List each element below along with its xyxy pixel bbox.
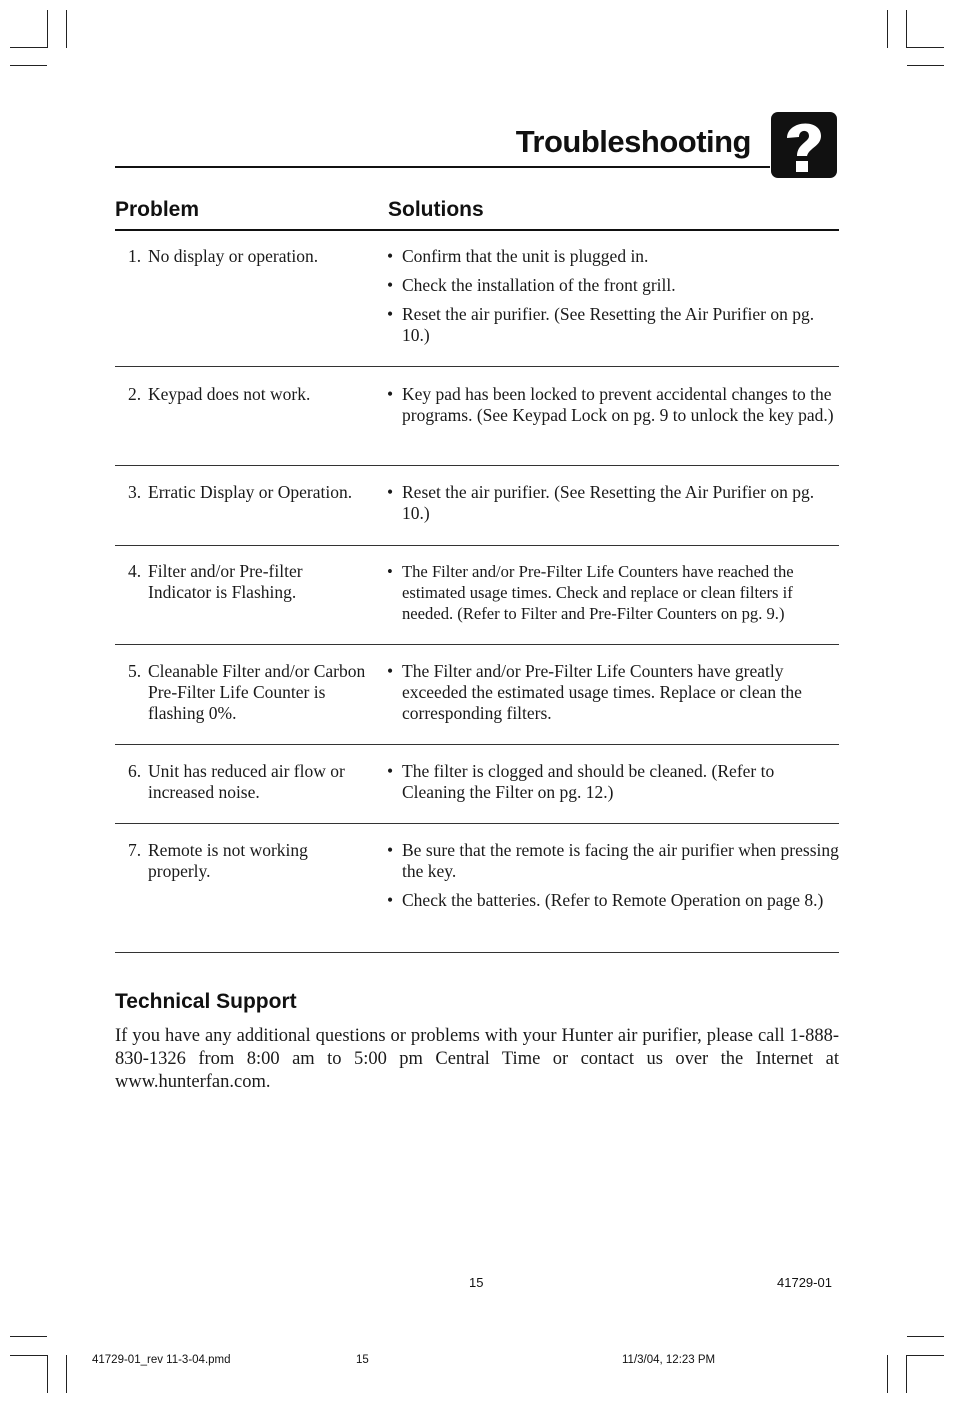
- problem-cell: [128, 384, 368, 405]
- technical-support-heading: Technical Support: [115, 990, 297, 1013]
- solution-item: [387, 890, 839, 911]
- table-row: [115, 546, 839, 645]
- solution-item: [387, 661, 839, 724]
- problem-cell: [128, 840, 368, 882]
- solutions-cell: [387, 761, 839, 811]
- row-divider: [115, 952, 839, 953]
- problem-text: Filter and/or Pre-filter Indicator is Flashing.: [148, 561, 303, 602]
- problem-cell: [128, 482, 368, 503]
- crop-mark: [47, 10, 48, 48]
- problem-number: 4.: [128, 561, 142, 581]
- solutions-cell: [387, 661, 839, 732]
- solution-text: Check the batteries. (Refer to Remote Operation on page 8.): [402, 890, 824, 910]
- crop-mark: [907, 1355, 944, 1356]
- problem-text: Unit has reduced air flow or increased noise.: [148, 761, 345, 802]
- slug-datetime: 11/3/04, 12:23 PM: [622, 1354, 716, 1366]
- problem-text: Cleanable Filter and/or Carbon Pre-Filter Life Counter is flashing 0%.: [148, 661, 366, 723]
- problem-cell: [128, 561, 368, 603]
- bullet: •: [387, 482, 394, 502]
- table-row: [115, 367, 839, 466]
- solution-text: The Filter and/or Pre-Filter Life Counters have greatly exceeded the estimated usage times. Replace or clean the corresponding filters.: [402, 661, 802, 723]
- bullet: •: [387, 275, 394, 295]
- problem-cell: [128, 246, 368, 267]
- problem-cell: [128, 761, 368, 803]
- solution-text: Be sure that the remote is facing the air purifier when pressing the key.: [402, 840, 839, 881]
- slug-page: 15: [356, 1354, 369, 1366]
- solutions-cell: [387, 246, 839, 354]
- bullet: •: [387, 761, 394, 781]
- question-mark-icon: [769, 110, 839, 180]
- problem-column-header: Problem: [115, 198, 200, 221]
- page-title: Troubleshooting: [515, 124, 751, 159]
- page-header: [115, 110, 839, 182]
- solution-item: [387, 304, 839, 346]
- crop-mark: [47, 1355, 48, 1393]
- bullet: •: [387, 384, 394, 404]
- title-rule: [115, 166, 770, 168]
- table-row: [115, 231, 839, 367]
- document-number: 41729-01: [777, 1275, 832, 1290]
- bullet: •: [387, 562, 393, 581]
- solution-item: [387, 561, 839, 624]
- table-row: [115, 645, 839, 745]
- solution-text: Reset the air purifier. (See Resetting the Air Purifier on pg. 10.): [402, 304, 815, 345]
- crop-mark: [907, 65, 944, 66]
- table-row: [115, 466, 839, 546]
- bullet: •: [387, 661, 394, 681]
- solutions-cell: [387, 384, 839, 434]
- solution-item: [387, 840, 839, 882]
- solution-text: The filter is clogged and should be cleaned. (Refer to Cleaning the Filter on pg. 12.): [402, 761, 775, 802]
- solutions-cell: [387, 482, 839, 532]
- technical-support-text: If you have any additional questions or problems with your Hunter air purifier, please call 1-888-830-1326 from 8:00 am to 5:00 pm Central Time or contact us over the Internet at www.hunterfan.com.: [115, 1026, 839, 1092]
- bullet: •: [387, 890, 394, 910]
- problem-number: 6.: [128, 761, 142, 781]
- page-number: 15: [469, 1275, 484, 1290]
- problem-number: 7.: [128, 840, 142, 860]
- crop-mark: [10, 1336, 47, 1337]
- crop-mark: [887, 1355, 888, 1393]
- problem-text: No display or operation.: [148, 246, 319, 266]
- crop-mark: [10, 1355, 47, 1356]
- problem-text: Erratic Display or Operation.: [148, 482, 353, 502]
- solution-text: Reset the air purifier. (See Resetting the Air Purifier on pg. 10.): [402, 482, 815, 523]
- solution-text: Check the installation of the front grill.: [402, 275, 676, 295]
- solution-item: [387, 761, 839, 803]
- problem-number: 5.: [128, 661, 142, 681]
- problem-number: 1.: [128, 246, 142, 266]
- solution-text: Key pad has been locked to prevent accidental changes to the programs. (See Keypad Lock on pg. 9 to unlock the key pad.): [402, 384, 834, 425]
- bullet: •: [387, 840, 394, 860]
- solution-item: [387, 246, 839, 267]
- problem-text: Keypad does not work.: [148, 384, 311, 404]
- solutions-cell: [387, 561, 839, 632]
- slug-filename: 41729-01_rev 11-3-04.pmd: [92, 1354, 231, 1366]
- crop-mark: [907, 47, 944, 48]
- crop-mark: [10, 65, 47, 66]
- table-row: [115, 745, 839, 824]
- solution-item: [387, 275, 839, 296]
- bullet: •: [387, 304, 394, 324]
- solution-text: The Filter and/or Pre-Filter Life Counters have reached the estimated usage times. Check and replace or clean filters if needed. (Refer to Filter and Pre-Filter Counters on pg. 9.): [402, 562, 794, 623]
- crop-mark: [887, 10, 888, 48]
- solutions-cell: [387, 840, 839, 919]
- problem-text: Remote is not working properly.: [148, 840, 308, 881]
- solutions-column-header: Solutions: [388, 198, 484, 221]
- table-row: [115, 824, 839, 953]
- crop-mark: [10, 47, 47, 48]
- solution-item: [387, 482, 839, 524]
- crop-mark: [906, 1355, 907, 1393]
- crop-mark: [907, 1336, 944, 1337]
- problem-cell: [128, 661, 368, 724]
- crop-mark: [906, 10, 907, 48]
- problem-number: 3.: [128, 482, 142, 502]
- solution-item: [387, 384, 839, 426]
- bullet: •: [387, 246, 394, 266]
- crop-mark: [66, 10, 67, 48]
- solution-text: Confirm that the unit is plugged in.: [402, 246, 649, 266]
- problem-number: 2.: [128, 384, 142, 404]
- crop-mark: [66, 1355, 67, 1393]
